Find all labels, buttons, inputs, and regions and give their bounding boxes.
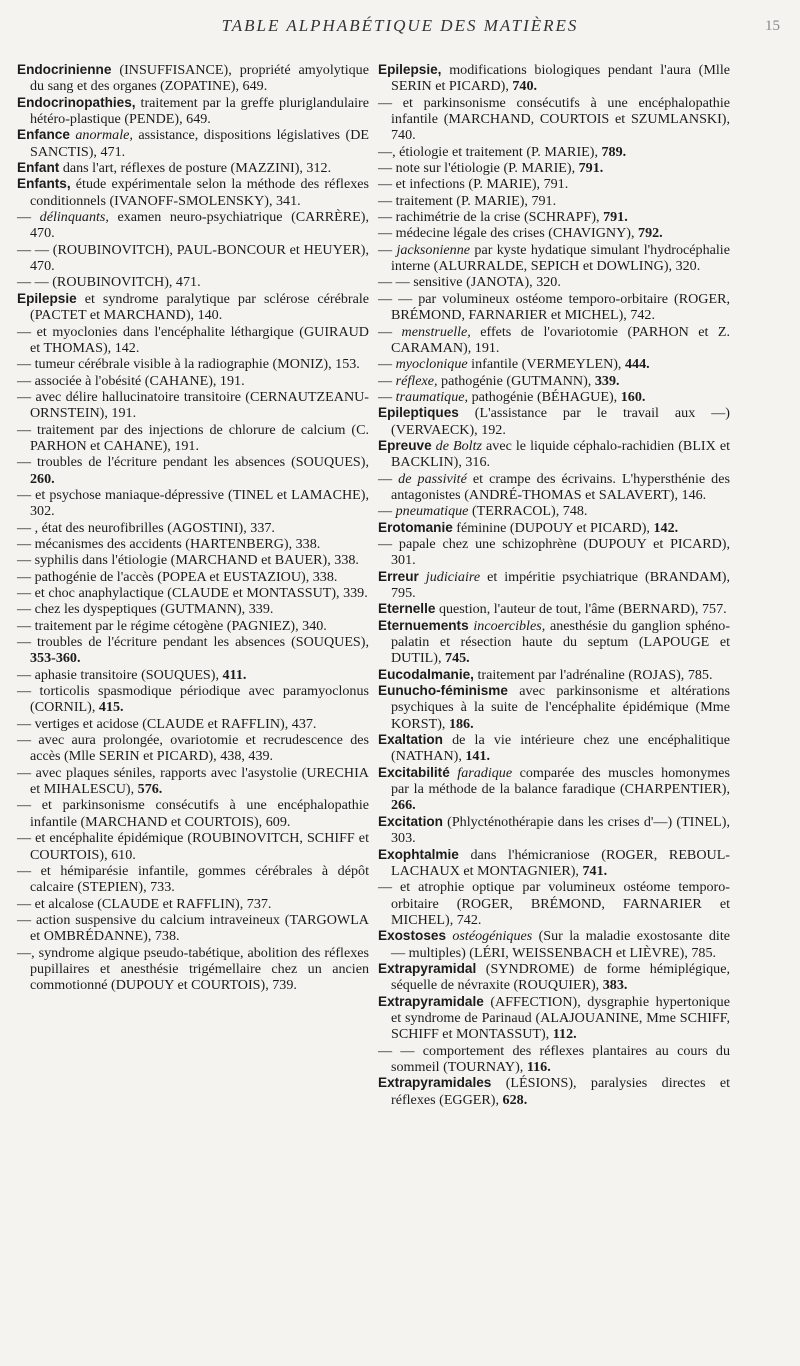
entry-text: et impéritie psychiatrique (BRANDAM), 795.	[391, 568, 730, 601]
index-entry	[378, 291, 730, 324]
entry-dash: —	[17, 715, 35, 732]
index-entry	[378, 683, 730, 732]
index-entry	[17, 945, 369, 994]
index-entry	[17, 912, 369, 945]
entry-text: traitement par le régime cétogène (PAGNIEZ), 340.	[34, 617, 327, 634]
entry-page-ref: 415.	[98, 699, 124, 716]
entry-text: infantile (VERMEYLEN),	[467, 356, 625, 373]
entry-text: tumeur cérébrale visible à la radiographie (MONIZ), 153.	[34, 356, 360, 373]
entry-dash: —	[17, 911, 36, 928]
entry-text: (Phlycténothérapie dans les crises d'—) (TINEL), 303.	[391, 813, 730, 847]
entry-text: rachimétrie de la crise (SCHRAPF),	[395, 209, 604, 226]
index-entry	[17, 601, 369, 617]
index-entry	[17, 209, 369, 242]
index-entry	[378, 667, 730, 683]
entry-italic: menstruelle,	[401, 323, 471, 340]
entry-text: et crampe des écrivains. L'hypersthénie des antagonistes (ANDRÉ-THOMAS et SALAVERT), 146.	[391, 470, 730, 503]
entry-text: étude expérimentale selon la méthode des réflexes conditionnels (IVANOFF-SMOLENSKY), 341.	[30, 176, 369, 209]
entry-text: et parkinsonisme consécutifs à une encéphalopathie infantile (MARCHAND et COURTOIS), 609.	[30, 797, 370, 830]
index-entry	[378, 193, 730, 209]
entry-headword: Extrapyramidal	[378, 960, 477, 976]
left-column	[17, 62, 369, 994]
index-entry	[17, 160, 369, 176]
entry-text: dans l'hémicraniose (ROGER, REBOUL-LACHAUX et MONTAGNIER),	[391, 846, 730, 879]
index-entry	[17, 176, 369, 209]
index-entry	[17, 896, 369, 912]
index-entry	[17, 765, 369, 798]
index-entry	[17, 520, 369, 536]
index-entry	[17, 454, 369, 487]
entry-text: sensitive (JANOTA), 320.	[413, 274, 561, 291]
entry-text: (Sur la maladie exostosante dite — multiples) (LÉRI, WEISSENBACH et LIÈVRE), 785.	[391, 928, 730, 961]
index-entry	[17, 291, 369, 324]
entry-text: comportement des réflexes plantaires au cours du sommeil (TOURNAY),	[391, 1042, 730, 1075]
page-number: 15	[765, 18, 780, 34]
entry-headword: Eucodalmanie,	[378, 666, 474, 682]
entry-page-ref: 576.	[137, 781, 163, 798]
index-entry	[17, 422, 369, 455]
index-entry	[17, 536, 369, 552]
entry-headword: Exostoses	[378, 928, 447, 944]
entry-dash: —	[378, 372, 396, 389]
entry-text: et atrophie optique par volumineux ostéome temporo-orbitaire (ROGER, BRÉMOND, FARNARIER et MICHEL), 742.	[391, 879, 730, 928]
entry-page-ref: 628.	[502, 1091, 528, 1108]
entry-dash: —	[378, 209, 396, 226]
entry-text: chez les dyspeptiques (GUTMANN), 339.	[34, 601, 274, 618]
entry-headword: Exaltation	[378, 732, 443, 748]
entry-text: examen neuro-psychiatrique (CARRÈRE), 470.	[30, 209, 369, 242]
index-entry	[17, 373, 369, 389]
entry-headword: Epileptiques	[378, 405, 459, 421]
entry-page-ref: 792.	[638, 225, 663, 242]
entry-dash: —	[378, 160, 396, 177]
index-entry	[378, 471, 730, 504]
entry-page-ref: 411.	[222, 666, 247, 683]
entry-text: et hémiparésie infantile, gommes cérébrales à dépôt calcaire (STEPIEN), 733.	[30, 862, 369, 896]
entry-italic: de Boltz	[431, 437, 482, 454]
entry-dash: —,	[17, 944, 39, 961]
entry-text: (TERRACOL), 748.	[468, 503, 588, 520]
entry-dash: —,	[378, 143, 400, 160]
index-entry	[378, 160, 730, 176]
entry-text: syphilis dans l'étiologie (MARCHAND et BAUER), 338.	[34, 552, 359, 569]
entry-headword: Epilepsie	[17, 290, 77, 306]
entry-headword: Exophtalmie	[378, 846, 459, 862]
entry-text: torticolis spasmodique périodique avec paramyoclonus (CORNIL),	[30, 683, 369, 716]
index-entry	[378, 356, 730, 372]
entry-page-ref: 745.	[445, 650, 470, 667]
entry-page-ref: 444.	[624, 356, 650, 373]
index-entry	[378, 373, 730, 389]
entry-text: action suspensive du calcium intraveineux (TARGOWLA et OMBRÉDANNE), 738.	[30, 911, 369, 945]
entry-text: syndrome algique pseudo-tabétique, abolition des réflexes pupillaires et anesthésie trigémellaire chez un ancien commotionné (DUPOUY et COURTOIS), 739.	[30, 944, 369, 994]
entry-text: anesthésie du ganglion sphéno-palatin et résection haute du septum (LAPOUGE et DUTIL),	[391, 617, 731, 667]
entry-page-ref: 186.	[448, 715, 474, 732]
entry-dash: —	[17, 421, 38, 438]
entry-text: troubles de l'écriture pendant les absences (SOUQUES),	[37, 454, 369, 471]
entry-headword: Extrapyramidale	[378, 993, 484, 1009]
entry-text: traitement par l'adrénaline (ROJAS), 785.	[473, 666, 713, 683]
index-entry	[378, 389, 730, 405]
entry-text: par kyste hydatique simulant l'hydrocéphalie interne (ALURRALDE, SEPICH et DOWLING), 320.	[391, 241, 730, 275]
entry-text: troubles de l'écriture pendant les absences (SOUQUES),	[37, 634, 369, 651]
index-entry	[378, 405, 730, 438]
entry-text: et alcalose (CLAUDE et RAFFLIN), 737.	[34, 895, 272, 912]
entry-headword: Endocrinienne	[17, 62, 112, 77]
entry-headword: Excitation	[378, 813, 443, 829]
entry-dash: —	[378, 94, 403, 111]
index-entry	[378, 847, 730, 880]
entry-headword: Eunucho-féminisme	[378, 683, 508, 699]
entry-dash: —	[17, 830, 36, 847]
entry-page-ref: 260.	[30, 470, 55, 487]
entry-text: traitement (P. MARIE), 791.	[395, 192, 557, 209]
entry-headword: Eternuements	[378, 617, 469, 633]
entry-text: (L'assistance par le travail aux —) (VERVAECK), 192.	[391, 405, 730, 438]
entry-italic: incoercibles,	[468, 617, 546, 634]
index-entry	[378, 242, 730, 275]
entry-headword: Epreuve	[378, 437, 432, 453]
entry-italic: judiciaire	[418, 568, 481, 585]
index-entry	[378, 95, 730, 144]
index-entry	[378, 62, 730, 95]
index-entry	[378, 520, 730, 536]
entry-text: pathogénie (GUTMANN),	[437, 372, 595, 389]
entry-text: note sur l'étiologie (P. MARIE),	[395, 160, 579, 177]
entry-text: avec délire hallucinatoire transitoire (CERNAUTZEANU-ORNSTEIN), 191.	[30, 388, 369, 422]
entry-italic: ostéogéniques	[446, 928, 533, 945]
entry-headword: Erotomanie	[378, 519, 453, 535]
entry-dash: —	[17, 601, 35, 618]
index-entry	[378, 225, 730, 241]
entry-text: et choc anaphylactique (CLAUDE et MONTASSUT), 339.	[34, 585, 368, 601]
index-entry	[17, 683, 369, 716]
entry-page-ref: 112.	[552, 1026, 577, 1043]
index-entry	[17, 127, 369, 160]
entry-italic: anormale,	[69, 127, 133, 144]
entry-dash: —	[17, 323, 37, 340]
entry-headword: Enfants,	[17, 176, 71, 192]
entry-text: et syndrome paralytique par sclérose cérébrale (PACTET et MARCHAND), 140.	[30, 290, 369, 324]
entry-dash: —	[378, 225, 396, 242]
entry-text: vertiges et acidose (CLAUDE et RAFFLIN), 437.	[34, 715, 317, 732]
entry-text: avec plaques séniles, rapports avec l'asystolie (URECHIA et MIHALESCU),	[30, 764, 369, 798]
index-entry	[378, 961, 730, 994]
index-entry	[378, 879, 730, 928]
index-entry	[378, 928, 730, 961]
entry-text: question, l'auteur de tout, l'âme (BERNARD), 757.	[435, 601, 727, 618]
entry-headword: Erreur	[378, 568, 419, 584]
entry-page-ref: 266.	[391, 797, 416, 814]
entry-text: papale chez une schizophrène (DUPOUY et PICARD), 301.	[391, 535, 730, 569]
entry-text: médecine légale des crises (CHAVIGNY),	[395, 225, 639, 242]
entry-dash: —	[17, 486, 36, 503]
entry-dash: —	[17, 666, 35, 683]
index-entry	[378, 732, 730, 765]
entry-text: traitement par des injections de chlorure de calcium (C. PARHON et CAHANE), 191.	[30, 421, 369, 454]
entry-dash: —	[17, 732, 39, 749]
index-entry	[378, 144, 730, 160]
index-entry	[17, 585, 369, 601]
entry-dash: —	[17, 209, 40, 226]
running-header: TABLE ALPHABÉTIQUE DES MATIÈRES	[221, 16, 579, 35]
entry-text: étiologie et traitement (P. MARIE),	[399, 143, 602, 160]
entry-dash: — —	[378, 1042, 423, 1059]
entry-italic: myoclonique	[395, 356, 468, 373]
index-entry	[17, 667, 369, 683]
entry-headword: Enfance	[17, 127, 70, 143]
entry-page-ref: 789.	[601, 143, 627, 160]
entry-page-ref: 160.	[620, 388, 646, 405]
entry-headword: Epilepsie,	[378, 62, 442, 77]
index-entry	[17, 62, 369, 95]
entry-dash: —	[378, 356, 396, 373]
entry-page-ref: 791.	[603, 209, 628, 226]
index-entry	[17, 95, 369, 128]
index-entry	[17, 797, 369, 830]
entry-dash: —	[17, 356, 35, 373]
entry-dash: —	[17, 617, 35, 634]
entry-text: féminine (DUPOUY et PICARD),	[452, 519, 654, 536]
index-entry	[378, 324, 730, 357]
index-entry	[17, 274, 369, 290]
index-entry	[378, 209, 730, 225]
entry-headword: Eternelle	[378, 601, 436, 617]
entry-dash: —	[17, 895, 35, 912]
entry-text: et infections (P. MARIE), 791.	[395, 176, 569, 193]
entry-italic: jacksonienne	[396, 241, 471, 258]
index-entry	[378, 569, 730, 602]
entry-text: pathogénie de l'accès (POPEA et EUSTAZIOU), 338.	[34, 568, 338, 585]
entry-dash: —	[17, 535, 35, 552]
entry-italic: faradique	[449, 764, 513, 781]
entry-text: comparée des muscles homonymes par la méthode de la balance faradique (CHARPENTIER),	[391, 764, 730, 798]
entry-dash: —	[17, 797, 42, 814]
entry-dash: —	[17, 552, 35, 569]
entry-page-ref: 141.	[465, 748, 491, 765]
right-column	[378, 62, 730, 1108]
entry-page-ref: 116.	[526, 1058, 551, 1075]
index-entry	[17, 242, 369, 275]
entry-text: effets de l'ovariotomie (PARHON et Z. CARAMAN), 191.	[391, 323, 730, 356]
entry-dash: —	[17, 764, 36, 781]
entry-page-ref: 142.	[653, 519, 679, 536]
entry-headword: Enfant	[17, 160, 60, 176]
entry-text: (ROUBINOVITCH), 471.	[52, 274, 201, 291]
entry-text: avec parkinsonisme et altérations psychiques à la suite de l'encéphalite épidémique (Mme KORST),	[391, 683, 730, 732]
index-entry	[17, 732, 369, 765]
entry-dash: —	[378, 192, 396, 209]
entry-text: (INSUFFISANCE), propriété amyolytique du sang et des organes (ZOPATINE), 649.	[30, 62, 369, 95]
index-entry	[378, 503, 730, 519]
entry-text: (LÉSIONS), paralysies directes et réflexes (EGGER),	[391, 1075, 730, 1108]
entry-text: et encéphalite épidémique (ROUBINOVITCH, SCHIFF et COURTOIS), 610.	[30, 830, 369, 863]
index-entry	[17, 634, 369, 667]
index-entry	[17, 716, 369, 732]
index-entry	[378, 438, 730, 471]
index-entry	[378, 1043, 730, 1076]
index-entry	[17, 569, 369, 585]
entry-text: assistance, dispositions législatives (DE SANCTIS), 471.	[30, 127, 369, 160]
entry-text: associée à l'obésité (CAHANE), 191.	[34, 372, 245, 389]
index-entry	[378, 536, 730, 569]
entry-text: (AFFECTION), dysgraphie hypertonique et syndrome de Parinaud (ALAJOUANINE, Mme SCHIFF, SCHIFF et MONTASSUT),	[391, 993, 730, 1043]
entry-headword: Excitabilité	[378, 764, 450, 780]
entry-headword: Extrapyramidales	[378, 1075, 492, 1091]
entry-dash: — —	[17, 241, 53, 258]
entry-text: dans l'art, réflexes de posture (MAZZINI), 312.	[59, 160, 332, 177]
entry-dash: —	[17, 568, 35, 585]
index-entry	[17, 830, 369, 863]
entry-dash: —	[17, 372, 35, 389]
index-entry	[378, 1075, 730, 1108]
entry-text: (ROUBINOVITCH), PAUL-BONCOUR et HEUYER), 470.	[30, 241, 369, 275]
entry-text: (SYNDROME) de forme hémiplégique, séquelle de névraxite (ROUQUIER),	[391, 960, 730, 994]
entry-text: avec le liquide céphalo-rachidien (BLIX et BACKLIN), 316.	[391, 437, 730, 471]
entry-text: de la vie intérieure chez une encéphalitique (NATHAN),	[391, 732, 730, 765]
entry-page-ref: 353-360.	[30, 650, 81, 667]
entry-text: avec aura prolongée, ovariotomie et recrudescence des accès (Mlle SERIN et PICARD), 438, 439.	[30, 732, 369, 765]
index-entry	[17, 324, 369, 357]
entry-dash: — —	[378, 274, 414, 291]
entry-text: , état des neurofibrilles (AGOSTINI), 337.	[34, 519, 275, 536]
entry-italic: délinquants,	[39, 209, 109, 226]
index-entry	[17, 389, 369, 422]
entry-text: par volumineux ostéome temporo-orbitaire (ROGER, BRÉMOND, FARNARIER et MICHEL), 742.	[391, 290, 730, 324]
index-entry	[378, 618, 730, 667]
entry-dash: —	[17, 454, 38, 471]
entry-dash: —	[378, 176, 396, 193]
index-entry	[378, 601, 730, 617]
entry-dash: —	[17, 683, 40, 700]
entry-dash: —	[378, 470, 399, 487]
entry-dash: —	[378, 323, 402, 340]
entry-dash: —	[378, 879, 400, 896]
entry-text: modifications biologiques pendant l'aura (Mlle SERIN et PICARD),	[391, 62, 730, 95]
entry-page-ref: 791.	[578, 160, 604, 177]
index-entry	[378, 765, 730, 814]
entry-italic: pneumatique	[395, 503, 469, 520]
index-entry	[378, 814, 730, 847]
entry-text: et parkinsonisme consécutifs à une encéphalopathie infantile (MARCHAND, COURTOIS et SZUMLANSKI), 740.	[391, 94, 731, 144]
index-entry	[17, 618, 369, 634]
entry-text: pathogénie (BÉHAGUE),	[468, 388, 621, 405]
entry-dash: —	[17, 519, 35, 536]
entry-page-ref: 383.	[602, 977, 628, 994]
entry-dash: —	[17, 862, 41, 879]
index-entry	[378, 176, 730, 192]
index-entry	[17, 487, 369, 520]
entry-dash: — —	[378, 290, 419, 307]
entry-italic: de passivité	[398, 470, 467, 487]
entry-dash: —	[17, 388, 36, 405]
entry-dash: —	[378, 535, 399, 552]
entry-page-ref: 740.	[512, 78, 538, 95]
index-entry	[378, 994, 730, 1043]
entry-dash: —	[378, 388, 396, 405]
index-entry	[17, 552, 369, 568]
entry-page-ref: 741.	[582, 862, 608, 879]
entry-text: aphasie transitoire (SOUQUES),	[34, 666, 223, 683]
entry-italic: traumatique,	[395, 388, 469, 405]
entry-italic: réflexe,	[395, 372, 438, 389]
entry-page-ref: 339.	[594, 372, 620, 389]
entry-headword: Endocrinopathies,	[17, 94, 136, 110]
entry-dash: — —	[17, 274, 53, 291]
entry-dash: —	[378, 241, 397, 258]
entry-text: et myoclonies dans l'encéphalite léthargique (GUIRAUD et THOMAS), 142.	[30, 323, 369, 356]
entry-dash: —	[378, 503, 396, 520]
index-entry	[378, 274, 730, 290]
entry-text: mécanismes des accidents (HARTENBERG), 338.	[34, 535, 321, 552]
entry-text: traitement par la greffe pluriglandulaire hétéro-plastique (PENDE), 649.	[30, 94, 369, 128]
entry-dash: —	[17, 585, 35, 601]
entry-dash: —	[17, 634, 38, 651]
index-entry	[17, 356, 369, 372]
entry-text: et psychose maniaque-dépressive (TINEL et LAMACHE), 302.	[30, 486, 369, 520]
index-entry	[17, 863, 369, 896]
